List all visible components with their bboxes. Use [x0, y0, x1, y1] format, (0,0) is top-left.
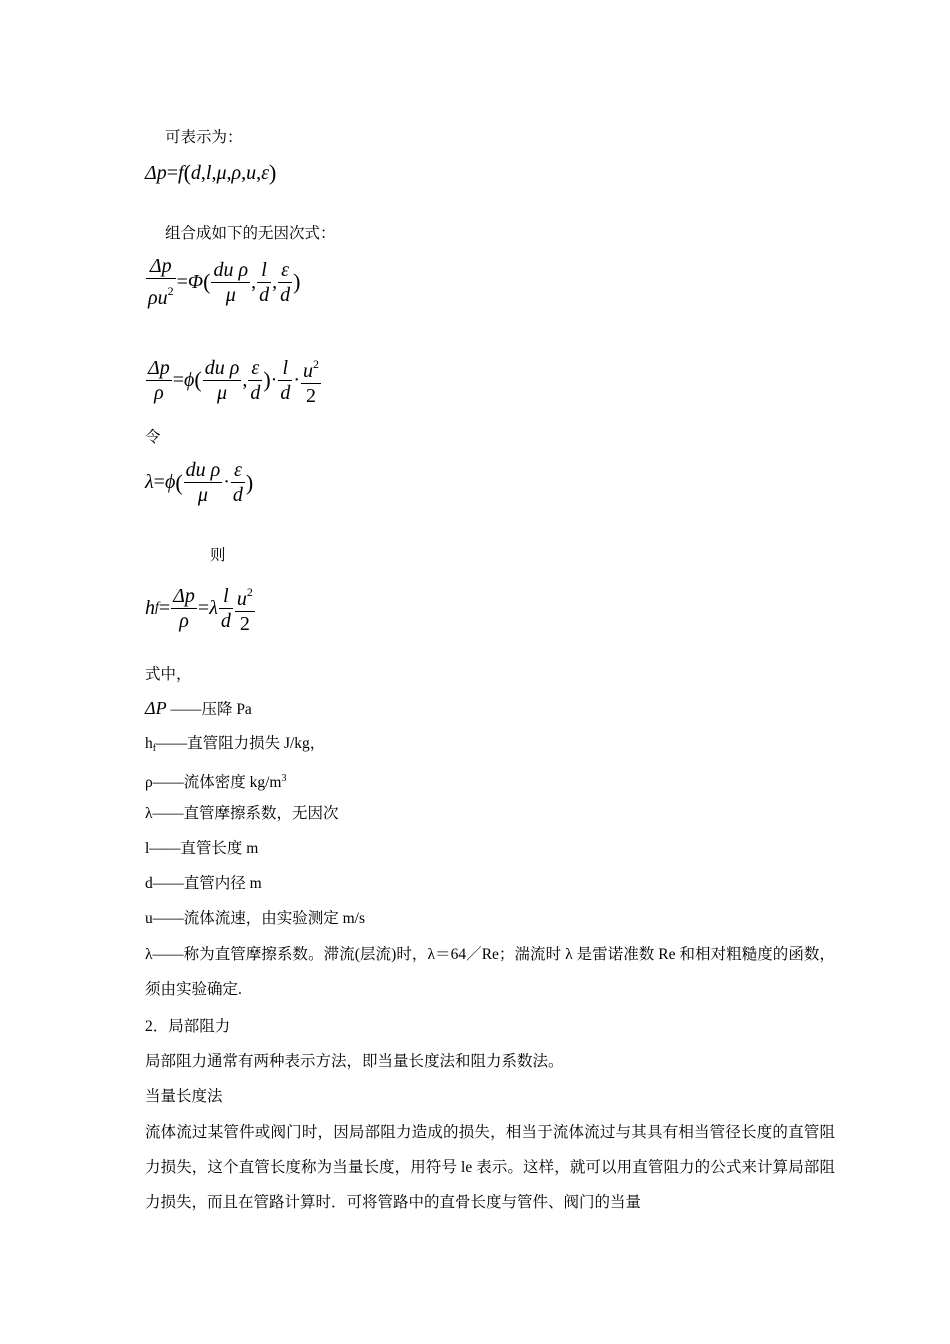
- section-intro: 局部阻力通常有两种表示方法，即当量长度法和阻力系数法。: [145, 1053, 564, 1070]
- equation-3: $\frac{\Delta p}{\rho}$ = ϕ ( $\frac{\text{du ρ}}{\mu}$ , $\frac{\varepsilon}{d}$ ) · $\frac{l}{d}$ · $\frac{u^2}{2}$: [145, 352, 322, 408]
- then-text: 则: [210, 547, 226, 564]
- equation-2: $\frac{\Delta p}{\rho u^2}$ = Φ ( $\frac{\text{du ρ}}{\mu}$ , $\frac{l}{d}$ , $\frac{\varepsilon}{d}$ ): [148, 255, 301, 309]
- definition-delta-p: ΔP ——压降 Pa: [145, 698, 252, 718]
- definition-u: u——流体流速，由实验测定 m/s: [145, 910, 366, 927]
- equivalent-length-paragraph: 流体流过某管件或阀门时，因局部阻力造成的损失，相当于流体流过与其具有相当管径长度的直管阻力损失，这个直管长度称为当量长度，用符号 le 表示。这样，就可以用直管阻力的公式来计算局部阻力损失，而且在管路计算时．可将管路中的直骨长度与管件、阀门的当量: [145, 1124, 835, 1211]
- definition-d: d——直管内径 m: [145, 875, 262, 892]
- intro-text-2: 组合成如下的无因次式：: [165, 225, 336, 242]
- subheading: 当量长度法: [145, 1088, 223, 1105]
- equation-5: h f = $\frac{\Delta p}{\rho}$ = λ $\frac{l}{d}$ $\frac{u^2}{2}$: [145, 580, 256, 636]
- definition-lambda: λ——直管摩擦系数，无因次: [145, 805, 339, 822]
- let-text: 令: [145, 429, 161, 446]
- section-heading: 2．局部阻力: [145, 1018, 231, 1035]
- definition-hf: $h_f——$直管阻力损失 J/kg，: [145, 735, 326, 754]
- equation-1: Δp = f ( d , l , μ , ρ , u , ε ): [145, 160, 277, 185]
- intro-text-1: 可表示为：: [165, 129, 243, 146]
- lambda-paragraph: λ——称为直管摩擦系数。滞流(层流)时，λ＝64／Re；湍流时 λ 是雷诺准数 Re 和相对粗糙度的函数，须由实验确定.: [145, 946, 835, 998]
- equation-4: λ = ϕ ( $\frac{\text{du ρ}}{\mu}$ · $\frac{\varepsilon}{d}$ ): [145, 459, 254, 506]
- definition-l: l——直管长度 m: [145, 840, 259, 857]
- where-text: 式中，: [145, 666, 192, 683]
- definition-rho: ρ——流体密度 $kg/m^3$: [145, 773, 287, 791]
